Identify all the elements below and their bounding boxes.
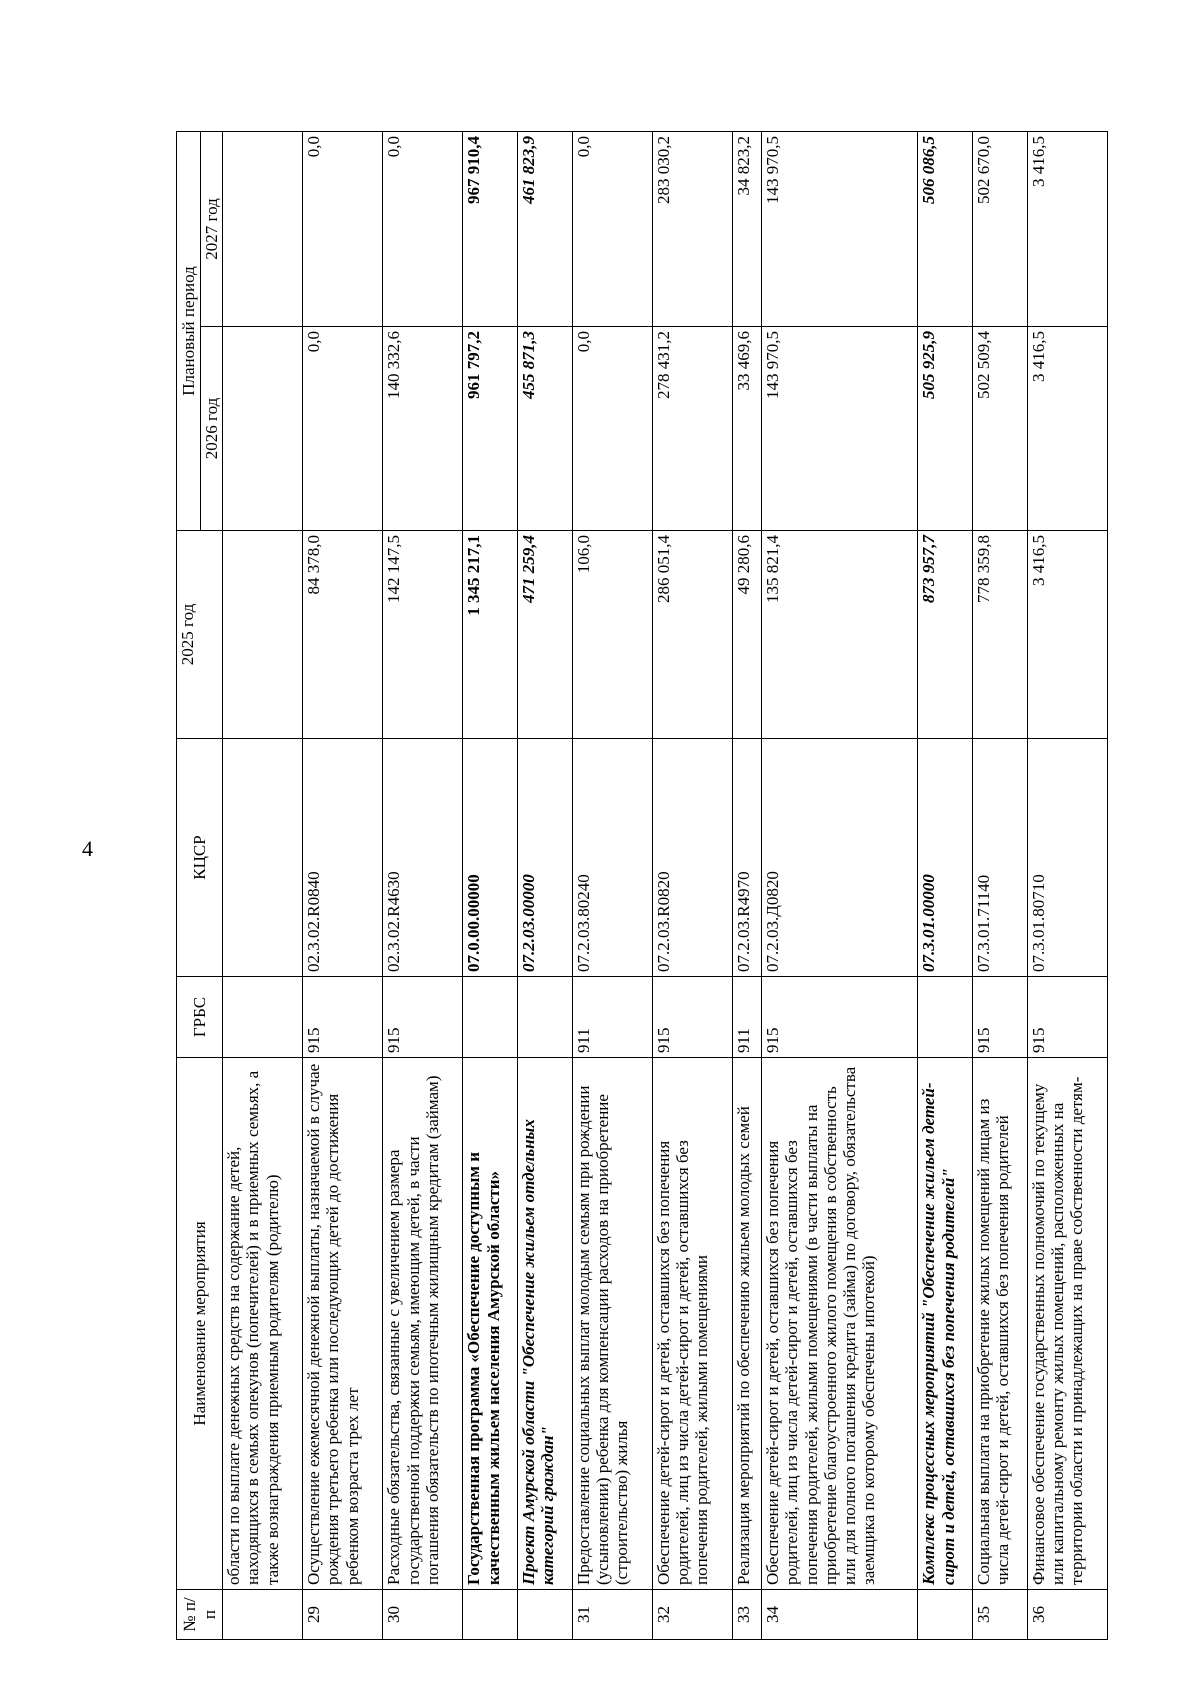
cell-name: Государственная программа «Обеспечение доступным и качественным жильем населения Амурской области» [463, 1058, 518, 1590]
cell-name: Расходные обязательства, связанные с увеличением размера государственной поддержки семьям, имеющим детей, в части погашения обязательств по ипотечным жилищным кредитам (займам) [383, 1058, 463, 1590]
cell-kcsr [223, 739, 303, 977]
header-kcsr: КЦСР [177, 739, 223, 977]
cell-2025: 3 416,5 [1027, 531, 1107, 739]
table-row [1027, 131, 1107, 1639]
cell-2025: 778 359,8 [973, 531, 1028, 739]
table-header [177, 131, 223, 1639]
cell-2027: 506 086,5 [918, 131, 973, 326]
cell-2025: 142 147,5 [383, 531, 463, 739]
cell-2025: 106,0 [572, 531, 652, 739]
cell-grbs: 915 [762, 977, 918, 1058]
cell-grbs [518, 977, 573, 1058]
cell-2027: 0,0 [383, 131, 463, 326]
cell-name: Осуществление ежемесячной денежной выплаты, назначаемой в случае рождения третьего ребенка или последующих детей до достижения ребенком возраста трех лет [303, 1058, 383, 1590]
header-grbs: ГРБС [177, 977, 223, 1058]
cell-name: области по выплате денежных средств на содержание детей, находящихся в семьях опекунов (попечителей) и в приемных семьях, а также вознаграждения приемным родителям (родителю) [223, 1058, 303, 1590]
table-body [223, 131, 1108, 1639]
cell-kcsr: 07.2.03.80240 [572, 739, 652, 977]
cell-num: 30 [383, 1590, 463, 1640]
cell-num [918, 1590, 973, 1640]
cell-num: 34 [762, 1590, 918, 1640]
cell-grbs: 915 [652, 977, 732, 1058]
cell-2026: 143 970,5 [762, 327, 918, 531]
cell-2025 [223, 531, 303, 739]
cell-2025: 873 957,7 [918, 531, 973, 739]
cell-2027: 143 970,5 [762, 131, 918, 326]
table-row [762, 131, 918, 1639]
header-num: № п/п [177, 1590, 223, 1640]
cell-grbs [463, 977, 518, 1058]
cell-2025: 286 051,4 [652, 531, 732, 739]
cell-grbs [918, 977, 973, 1058]
table-row [518, 131, 573, 1639]
cell-2027: 3 416,5 [1027, 131, 1107, 326]
cell-num [463, 1590, 518, 1640]
cell-name: Обеспечение детей-сирот и детей, оставшихся без попечения родителей, лиц из числа детей-сирот и детей, оставшихся без попечения родителей, жилыми помещениями [652, 1058, 732, 1590]
cell-num [518, 1590, 573, 1640]
cell-2025: 135 821,4 [762, 531, 918, 739]
cell-kcsr: 07.2.03.R4970 [732, 739, 761, 977]
header-2025: 2025 год [177, 531, 223, 739]
cell-grbs: 911 [732, 977, 761, 1058]
cell-2026: 140 332,6 [383, 327, 463, 531]
cell-2027: 0,0 [572, 131, 652, 326]
cell-2026: 3 416,5 [1027, 327, 1107, 531]
budget-table [176, 131, 1108, 1640]
cell-kcsr: 07.3.01.71140 [973, 739, 1028, 977]
header-2026: 2026 год [201, 327, 223, 531]
cell-grbs: 915 [973, 977, 1028, 1058]
cell-kcsr: 07.2.03.00000 [518, 739, 573, 977]
table-row [223, 131, 303, 1639]
cell-2025: 84 378,0 [303, 531, 383, 739]
cell-num: 33 [732, 1590, 761, 1640]
header-name: Наименование мероприятия [177, 1058, 223, 1590]
cell-num: 32 [652, 1590, 732, 1640]
cell-num: 29 [303, 1590, 383, 1640]
table-row [652, 131, 732, 1639]
cell-2026 [223, 327, 303, 531]
table-row [383, 131, 463, 1639]
cell-2027: 502 670,0 [973, 131, 1028, 326]
header-planned-period: Плановый период [177, 131, 201, 530]
cell-kcsr: 02.3.02.R0840 [303, 739, 383, 977]
table-row [303, 131, 383, 1639]
cell-grbs [223, 977, 303, 1058]
cell-kcsr: 07.3.01.00000 [918, 739, 973, 977]
cell-name: Обеспечение детей-сирот и детей, оставшихся без попечения родителей, лиц из числа детей-сирот и детей, оставшихся без попечения родителей, жилыми помещениями (в части выплаты на приобретение благоустроенного жилого помещения в собственность или для полного погашения кредита (займа) по договору, обязательства заемщика по которому обеспечены ипотекой) [762, 1058, 918, 1590]
cell-2025: 1 345 217,1 [463, 531, 518, 739]
cell-name: Реализация мероприятий по обеспечению жильем молодых семей [732, 1058, 761, 1590]
table-row [918, 131, 973, 1639]
header-2027: 2027 год [201, 131, 223, 326]
cell-name: Социальная выплата на приобретение жилых помещений лицам из числа детей-сирот и детей, оставшихся без попечения родителей [973, 1058, 1028, 1590]
cell-num [223, 1590, 303, 1640]
table-row [572, 131, 652, 1639]
cell-kcsr: 07.2.03.Д0820 [762, 739, 918, 977]
cell-2027 [223, 131, 303, 326]
cell-name: Финансовое обеспечение государственных полномочий по текущему или капитальному ремонту жилых помещений, расположенных на территории области и принадлежащих на праве собственности детям- [1027, 1058, 1107, 1590]
table-row [463, 131, 518, 1639]
cell-2026: 455 871,3 [518, 327, 573, 531]
table-row [732, 131, 761, 1639]
cell-kcsr: 02.3.02.R4630 [383, 739, 463, 977]
cell-grbs: 915 [1027, 977, 1107, 1058]
cell-kcsr: 07.2.03.R0820 [652, 739, 732, 977]
cell-2026: 0,0 [303, 327, 383, 531]
cell-grbs: 911 [572, 977, 652, 1058]
cell-name: Предоставление социальных выплат молодым семьям при рождении (усыновлении) ребенка для компенсации расходов на приобретение (строительство) жилья [572, 1058, 652, 1590]
table-row [973, 131, 1028, 1639]
page-number: 4 [82, 836, 93, 861]
cell-num: 35 [973, 1590, 1028, 1640]
cell-2027: 0,0 [303, 131, 383, 326]
cell-2027: 34 823,2 [732, 131, 761, 326]
cell-num: 36 [1027, 1590, 1107, 1640]
cell-kcsr: 07.3.01.80710 [1027, 739, 1107, 977]
cell-name: Проект Амурской области "Обеспечение жильем отдельных категорий граждан" [518, 1058, 573, 1590]
cell-grbs: 915 [383, 977, 463, 1058]
cell-2026: 505 925,9 [918, 327, 973, 531]
cell-num: 31 [572, 1590, 652, 1640]
cell-2027: 283 030,2 [652, 131, 732, 326]
cell-grbs: 915 [303, 977, 383, 1058]
rotated-table-container [176, 132, 1108, 1640]
cell-2025: 471 259,4 [518, 531, 573, 739]
cell-2026: 961 797,2 [463, 327, 518, 531]
cell-2026: 0,0 [572, 327, 652, 531]
cell-2027: 967 910,4 [463, 131, 518, 326]
cell-2027: 461 823,9 [518, 131, 573, 326]
cell-2026: 278 431,2 [652, 327, 732, 531]
cell-2026: 33 469,6 [732, 327, 761, 531]
cell-2025: 49 280,6 [732, 531, 761, 739]
cell-2026: 502 509,4 [973, 327, 1028, 531]
cell-kcsr: 07.0.00.00000 [463, 739, 518, 977]
cell-name: Комплекс процессных мероприятий "Обеспечение жильем детей-сирот и детей, оставшихся без попечения родителей" [918, 1058, 973, 1590]
